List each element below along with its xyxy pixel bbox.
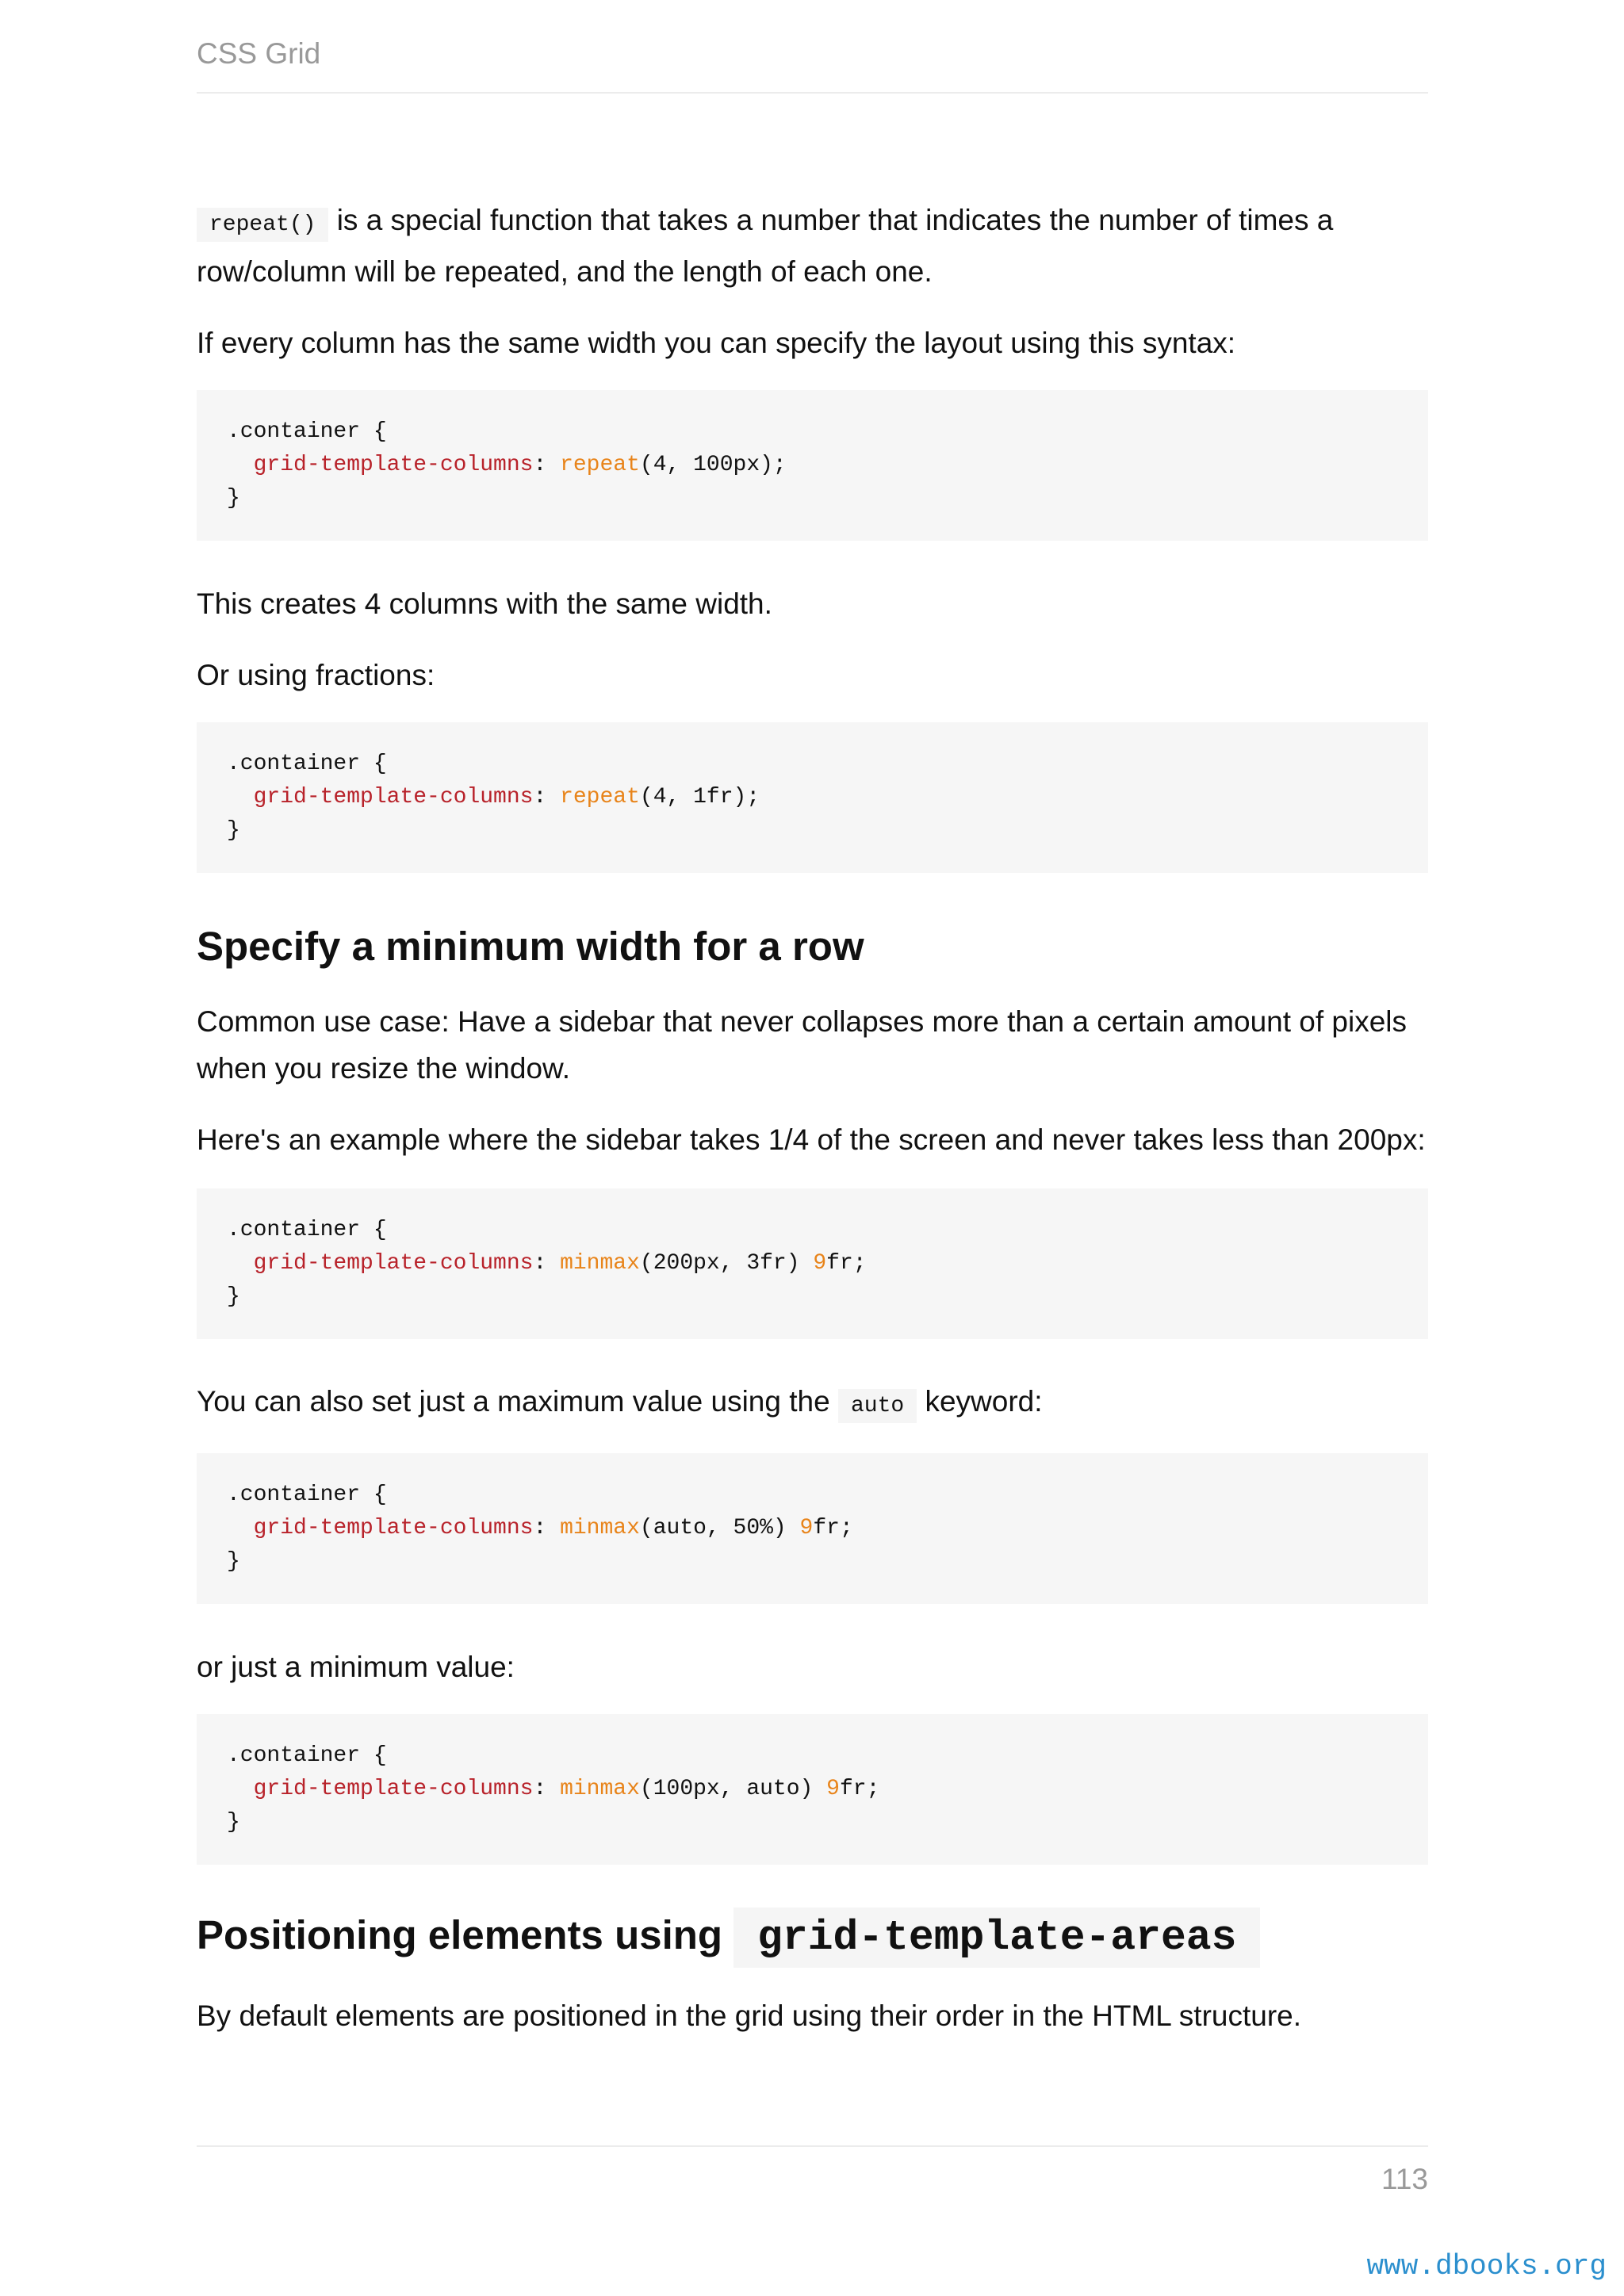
- paragraph-same-width: If every column has the same width you can specify the layout using this syntax:: [197, 327, 1236, 359]
- paragraph-sidebar-use-case: Common use case: Have a sidebar that never collapses more than a certain amount of pixels when you resize the window.: [197, 1005, 1408, 1085]
- code-block-minmax-auto: .container { grid-template-columns: minmax(auto, 50%) 9fr; }: [197, 1453, 1428, 1604]
- section-heading-grid-template-areas: Positioning elements using grid-template-areas: [197, 1911, 1428, 1962]
- page-number: 113: [1381, 2163, 1428, 2195]
- code-block-minmax-100px: .container { grid-template-columns: minmax(100px, auto) 9fr; }: [197, 1714, 1428, 1865]
- paragraph-fractions: Or using fractions:: [197, 659, 435, 691]
- paragraph-minimum-value: or just a minimum value:: [197, 1651, 515, 1683]
- paragraph-sidebar-example: Here's an example where the sidebar takes 1/4 of the screen and never takes less than 200px:: [197, 1123, 1426, 1156]
- paragraph-default-positioning: By default elements are positioned in the grid using their order in the HTML structure.: [197, 1999, 1302, 2032]
- inline-code-repeat: repeat(): [197, 208, 328, 242]
- code-block-repeat-fr: .container { grid-template-columns: repeat(4, 1fr); }: [197, 722, 1428, 873]
- watermark-link[interactable]: www.dbooks.org: [1366, 2250, 1607, 2283]
- section-heading-minimum-width: Specify a minimum width for a row: [197, 924, 864, 969]
- footer-divider: [197, 2145, 1428, 2147]
- inline-code-auto: auto: [838, 1389, 917, 1423]
- paragraph-maximum-value: You can also set just a maximum value using the auto keyword:: [197, 1378, 1428, 1429]
- header-divider: [197, 92, 1428, 94]
- code-block-minmax-200px: .container { grid-template-columns: minmax(200px, 3fr) 9fr; }: [197, 1188, 1428, 1339]
- page-content: [197, 193, 1428, 2039]
- paragraph-repeat-intro: repeat() is a special function that takes a number that indicates the number of times a row/column will be repeated, and the length of each one.: [197, 204, 1334, 288]
- heading-code-grid-template-areas: grid-template-areas: [733, 1908, 1260, 1968]
- running-header: CSS Grid: [197, 37, 321, 70]
- code-block-repeat-px: .container { grid-template-columns: repeat(4, 100px); }: [197, 390, 1428, 541]
- paragraph-creates-columns: This creates 4 columns with the same width.: [197, 587, 772, 620]
